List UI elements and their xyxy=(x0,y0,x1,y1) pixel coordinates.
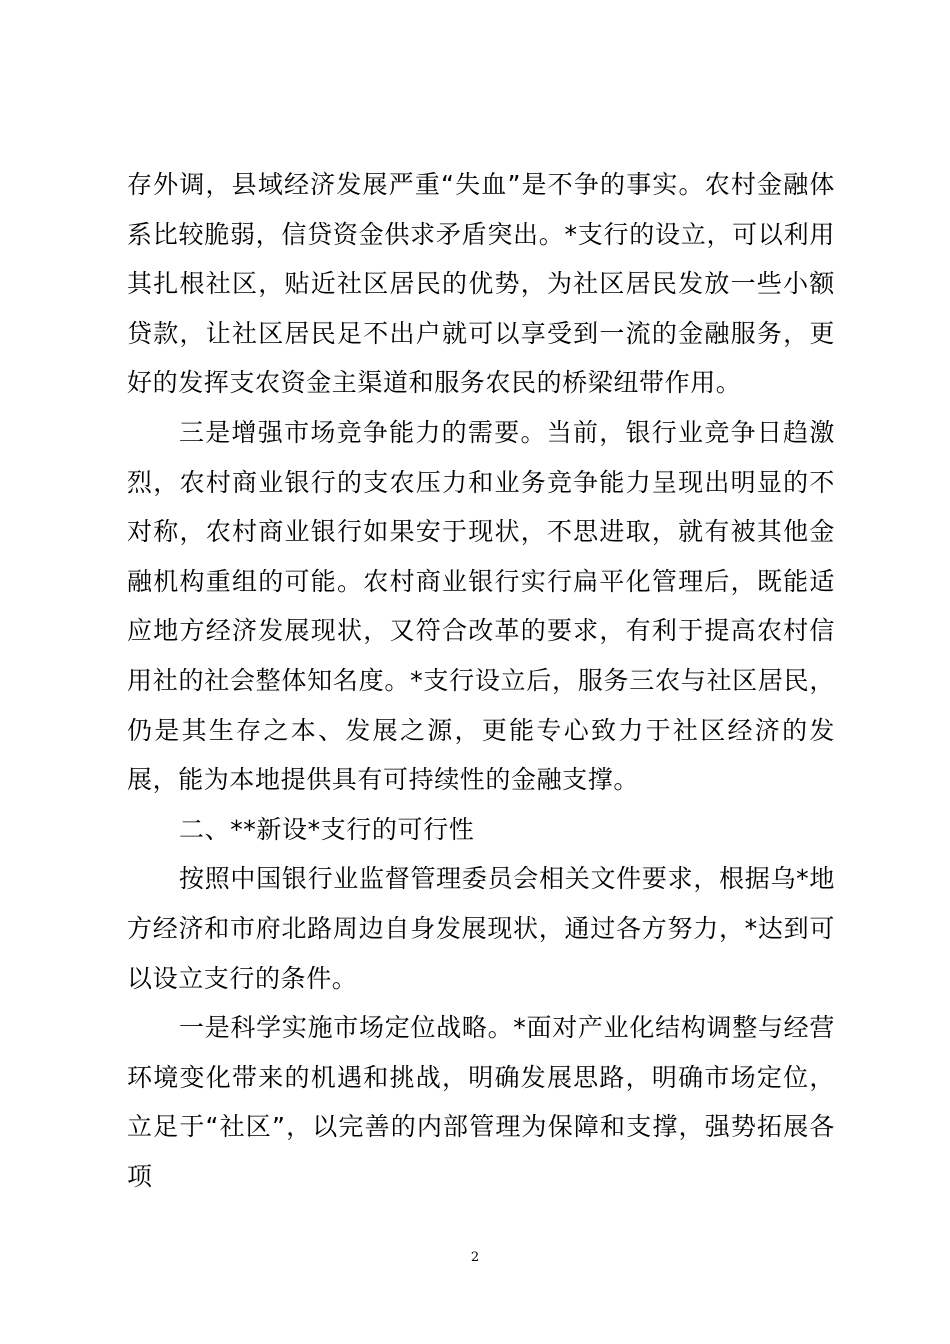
page-number: 2 xyxy=(470,1250,480,1265)
paragraph-continued: 存外调，县域经济发展严重“失血”是不争的事实。农村金融体系比较脆弱，信贷资金供求矛盾突出。*支行的设立，可以利用其扎根社区，贴近社区居民的优势，为社区居民发放一些小额贷款，让社区居民足不出户就可以享受到一流的金融服务，更好的发挥支农资金主渠道和服务农民的桥梁纽带作用。 xyxy=(127,170,835,398)
paragraph-market-competition: 三是增强市场竞争能力的需要。当前，银行业竞争日趋激烈，农村商业银行的支农压力和业务竞争能力呈现出明显的不对称，农村商业银行如果安于现状，不思进取，就有被其他金融机构重组的可能。农村商业银行实行扁平化管理后，既能适应地方经济发展现状，又符合改革的要求，有利于提高农村信用社的社会整体知名度。*支行设立后，服务三农与社区居民，仍是其生存之本、发展之源，更能专心致力于社区经济的发展，能为本地提供具有可持续性的金融支撑。 xyxy=(127,417,835,795)
paragraph-market-positioning: 一是科学实施市场定位战略。*面对产业化结构调整与经营环境变化带来的机遇和挑战，明确发展思路，明确市场定位，立足于“社区”，以完善的内部管理为保障和支撑，强势拓展各项 xyxy=(127,1013,835,1191)
paragraph-regulatory-conditions: 按照中国银行业监督管理委员会相关文件要求，根据乌*地方经济和市府北路周边自身发展现状，通过各方努力，*达到可以设立支行的条件。 xyxy=(127,864,835,993)
document-body xyxy=(127,160,835,1201)
section-heading-feasibility: 二、**新设*支行的可行性 xyxy=(179,814,475,844)
